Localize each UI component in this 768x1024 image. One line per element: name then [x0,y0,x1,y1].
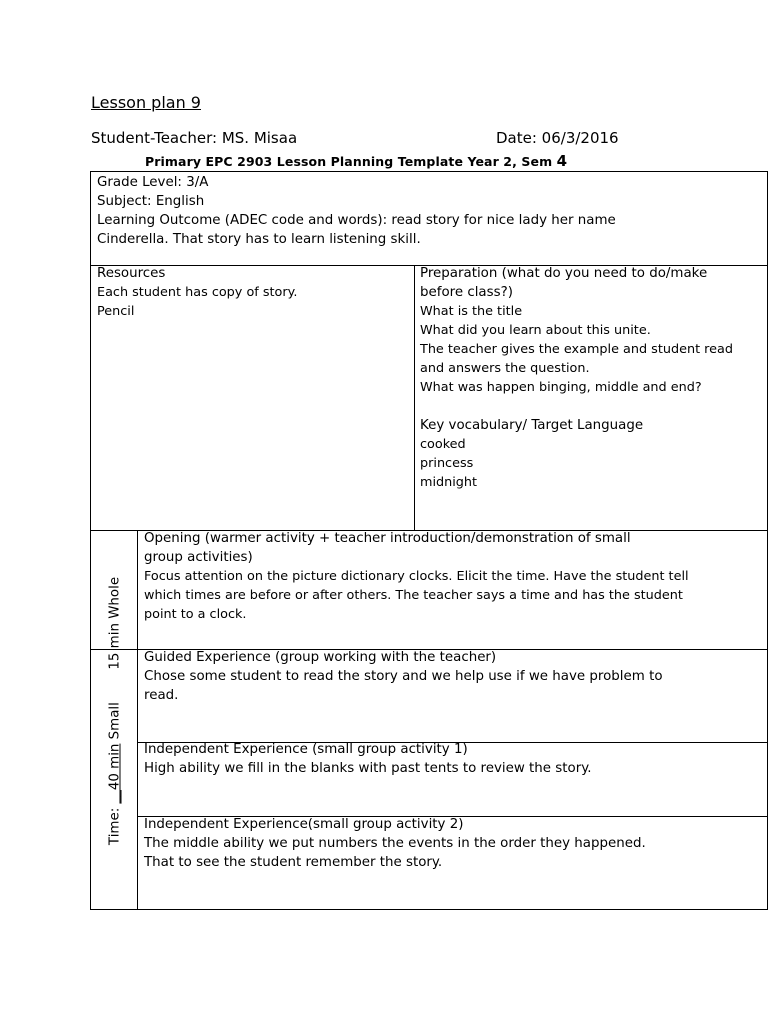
resources-item: Pencil [97,304,135,319]
preparation-item: The teacher gives the example and student read [420,342,733,357]
time-label [108,577,123,845]
preparation-cell [420,264,765,492]
opening-body-line: Focus attention on the picture dictionary clocks. Elicit the time. Have the student tell [144,569,689,584]
independent-2-heading: Independent Experience(small group activity 2) [144,817,464,832]
activities-table [90,530,768,910]
opening-cell [144,529,764,624]
template-heading-text: Primary EPC 2903 Lesson Planning Template Year 2, Sem [145,154,553,169]
template-sem-number: 4 [556,152,568,170]
independent-experience-1-cell [144,740,764,778]
preparation-item: and answers the question. [420,361,590,376]
page-title: Lesson plan 9 [91,93,201,112]
time-small-word: Small [107,702,123,744]
preparation-item: What was happen binging, middle and end? [420,380,702,395]
divider [137,531,138,909]
guided-body-line-2: read. [144,688,179,703]
time-small-minutes: __40 min [107,743,123,804]
preparation-item: What did you learn about this unite. [420,323,651,338]
grade-level: Grade Level: 3/A [97,175,209,190]
independent-2-body-line-2: That to see the student remember the story. [144,855,443,870]
independent-experience-2-cell [144,815,764,872]
lesson-overview-table [90,171,768,531]
resources-heading: Resources [97,266,166,281]
preparation-item: What is the title [420,304,523,319]
grade-subject-outcome [97,173,757,249]
vocabulary-heading: Key vocabulary/ Target Language [420,418,644,433]
resources-item: Each student has copy of story. [97,285,298,300]
learning-outcome-line-1: Learning Outcome (ADEC code and words): read story for nice lady her name [97,213,616,228]
time-whole: 15 min Whole [107,576,123,670]
date-label: Date: 06/3/2016 [496,129,619,147]
learning-outcome-line-2: Cinderella. That story has to learn listening skill. [97,232,421,247]
opening-heading-line-2: group activities) [144,550,253,565]
guided-experience-cell [144,648,764,705]
resources-cell [97,264,407,321]
opening-body-line: point to a clock. [144,607,247,622]
vocabulary-item: midnight [420,475,478,490]
opening-heading-line-1: Opening (warmer activity + teacher introduction/demonstration of small [144,531,631,546]
time-prefix: Time: [107,803,123,846]
guided-body-line-1: Chose some student to read the story and we help use if we have problem to [144,669,663,684]
opening-body-line: which times are before or after others. The teacher says a time and has the student [144,588,683,603]
vocabulary-item: cooked [420,437,466,452]
independent-2-body-line-1: The middle ability we put numbers the events in the order they happened. [144,836,646,851]
time-label-column [91,531,137,911]
guided-heading: Guided Experience (group working with the teacher) [144,650,497,665]
preparation-heading-line-2: before class?) [420,285,513,300]
student-teacher-label: Student-Teacher: MS. Misaa [91,129,298,147]
template-heading [145,152,567,170]
divider [414,265,415,530]
preparation-heading-line-1: Preparation (what do you need to do/make [420,266,708,281]
independent-1-heading: Independent Experience (small group activity 1) [144,742,468,757]
subject: Subject: English [97,194,205,209]
independent-1-body: High ability we fill in the blanks with past tents to review the story. [144,761,592,776]
vocabulary-item: princess [420,456,474,471]
